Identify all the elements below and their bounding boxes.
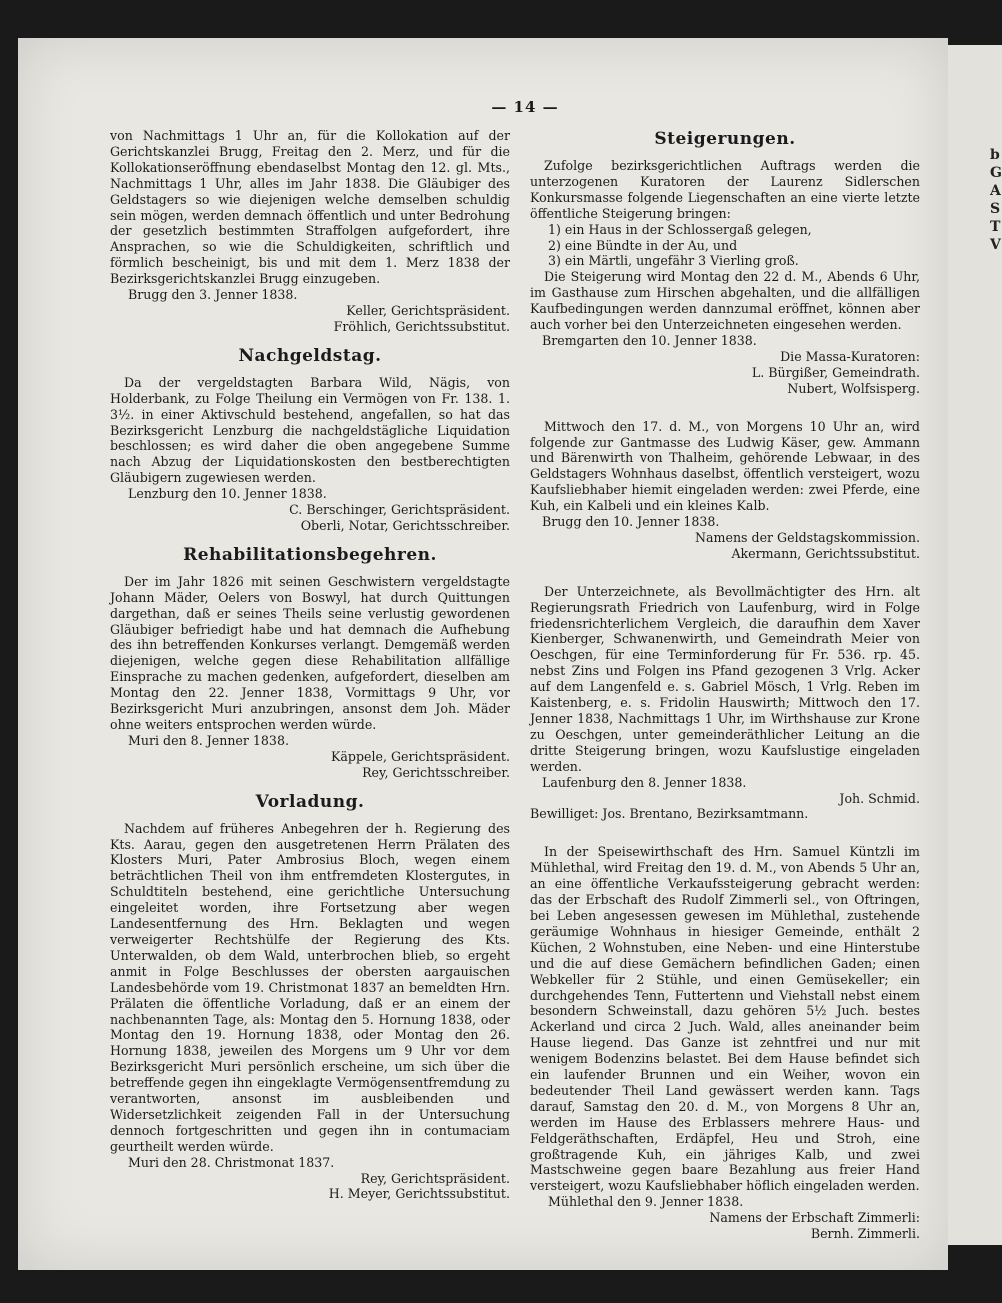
speisewirthschaft-date: Mühlethal den 9. Jenner 1838. — [548, 1194, 744, 1210]
rehabilitation-signature-1: Käppele, Gerichtspräsident. — [331, 748, 510, 764]
speisewirthschaft-signature-1: Namens der Erbschaft Zimmerli: — [709, 1210, 920, 1226]
rehabilitation-heading: Rehabilitationsbegehren. — [183, 544, 437, 565]
bevollmaechtigter-signature: Joh. Schmid. — [839, 790, 920, 806]
adjacent-page-fragment: T — [990, 219, 1001, 235]
kollokation-text: von Nachmittags 1 Uhr an, für die Kollokation auf der Gerichtskanzlei Brugg, Freitag den 2. Merz, und für die Kollokationseröffnung ebendaselbst Montag den 12. gl. Mts., Nachmittags 1 Uhr, alles im Jahr 1838. Die Gläubiger des Geldstagers so wie diejenigen welche demselben schuldig sein mögen, werden demnach öffentlich und unter Bedrohung der gesetzlich bestimmten Straffolgen aufgefordert, ihre Ansprachen, so wie die Schuldigkeiten, schriftlich und förmlich bescheinigt, bis und mit dem 1. Merz 1838 der Bezirksgerichtskanzlei Brugg einzugeben. — [110, 128, 510, 287]
vorladung-signature-2: H. Meyer, Gerichtssubstitut. — [328, 1186, 510, 1202]
vorladung-text: Nachdem auf früheres Anbegehren der h. Regierung des Kts. Aarau, gegen den ausgetretenen Herrn Prälaten des Klosters Muri, Pater Ambrosius Bloch, wegen einem beträchtlichen Theil von ihm entfremdeten Klostergutes, in Schuldtiteln bestehend, eine gerichtliche Untersuchung eingeleitet worden, ihre Fortsetzung aber wegen Landesentfernung des Hrn. Beklagten und wegen verweigerter Rechtshülfe der Regierung des Kts. Unterwalden, ob dem Wald, unterbrochen blieb, so ergeht anmit in Folge Beschlusses der obersten aargauischen Landesbehörde vom 19. Christmonat 1837 an bemeldten Hrn. Prälaten die öffentliche Vorladung, daß er an einem der nachbenannten Tage, als: Montag den 5. Hornung 1838, oder Montag den 19. Hornung 1838, oder Montag den 26. Hornung 1838, jeweilen des Morgens um 9 Uhr vor dem Bezirksgericht Muri persönlich erscheine, um sich über die betreffende gegen ihn eingeklagte Vermögensentfremdung zu verantworten, ansonst im ausbleibenden und Widersetzlichkeit zeigenden Fall in der Untersuchung dennoch fortgeschritten und gegen ihn in contumaciam geurtheilt werden würde. — [110, 820, 510, 1154]
rehabilitation-text: Der im Jahr 1826 mit seinen Geschwistern vergeldstagte Johann Mäder, Oelers von Boswyl, hat durch Quittungen dargethan, daß er seines Theils seine verlustig gewordenen Gläubiger befriedigt habe und hat demnach die Aufhebung des ihn betreffenden Konkurses verlangt. Demgemäß werden diejenigen, welche gegen diese Rehabilitation allfällige Einsprache zu machen gedenken, aufgefordert, dieselben am Montag den 22. Jenner 1838, Vormittags 9 Uhr, vor Bezirksgericht Muri anzubringen, ansonst dem Joh. Mäder ohne weiters entsprochen werden würde. — [110, 573, 510, 732]
adjacent-page-fragment: b — [990, 147, 1000, 163]
speisewirthschaft-signature-2: Bernh. Zimmerli. — [810, 1226, 920, 1242]
left-column — [110, 128, 510, 1202]
gant-signature-2: Akermann, Gerichtssubstitut. — [731, 545, 920, 561]
list-item: 2) eine Bündte in der Au, und — [548, 237, 738, 253]
steigerungen-heading: Steigerungen. — [654, 129, 796, 149]
gant-signature-1: Namens der Geldstagskommission. — [695, 529, 920, 545]
nachgeldstag-date: Lenzburg den 10. Jenner 1838. — [128, 486, 327, 502]
steigerungen-text: Zufolge bezirksgerichtlichen Auftrags werden die unterzogenen Kuratoren der Laurenz Sidlerschen Konkursmasse folgende Liegenschaften an eine vierte letzte öffentliche Steigerung bringen: — [530, 158, 920, 221]
kollokation-signature-2: Fröhlich, Gerichtssubstitut. — [333, 318, 510, 334]
adjacent-page-fragment: S — [990, 201, 1001, 217]
vorladung-signature-1: Rey, Gerichtspräsident. — [360, 1170, 510, 1186]
right-column — [530, 128, 920, 1242]
vorladung-heading: Vorladung. — [255, 791, 365, 812]
steigerungen-list — [530, 222, 920, 270]
bewilliget-line: Bewilliget: Jos. Brentano, Bezirksamtmann. — [530, 806, 809, 822]
adjacent-page-fragment: A — [990, 183, 1001, 199]
steigerungen-signature-1: Die Massa-Kuratoren: — [780, 348, 920, 364]
bevollmaechtigter-text: Der Unterzeichnete, als Bevollmächtigter des Hrn. alt Regierungsrath Friedrich von Laufenburg, wird in Folge friedensrichterlichem Vergleich, die daraufhin dem Xaver Kienberger, Schwanenwirth, und Gemeindrath Meier von Oeschgen, für eine Terminforderung für Fr. 536. rp. 45. nebst Zins und Folgen ins Pfand gezogenen 3 Vrlg. Acker auf dem Langenfeld e. s. Gabriel Mösch, 1 Vrlg. Reben im Kaistenberg, e. s. Fridolin Hauswirth; Mittwoch den 17. Jenner 1838, Nachmittags 1 Uhr, im Wirthshause zur Krone zu Oeschgen, unter gemeinderäthlicher Leitung an die dritte Steigerung bringen, wozu Kaufslustige eingeladen werden. — [530, 583, 920, 774]
rehabilitation-date: Muri den 8. Jenner 1838. — [128, 732, 289, 748]
nachgeldstag-signature-1: C. Berschinger, Gerichtspräsident. — [289, 502, 510, 518]
nachgeldstag-heading: Nachgeldstag. — [238, 345, 382, 366]
kollokation-date: Brugg den 3. Jenner 1838. — [128, 287, 298, 303]
list-item: 3) ein Märtli, ungefähr 3 Vierling groß. — [548, 253, 799, 269]
speisewirthschaft-text: In der Speisewirthschaft des Hrn. Samuel Küntzli im Mühlethal, wird Freitag den 19. d. M., von Abends 5 Uhr an, an eine öffentliche Verkaufssteigerung gebracht werden: das der Erbschaft des Rudolf Zimmerli sel., von Oftringen, bei Leben angesessen gewesen im Mühlethal, zustehende geräumige Wohnhaus in hiesiger Gemeinde, enthält 2 Küchen, 2 Wohnstuben, eine Neben- und eine Hinterstube und die auf diese Gemächern befindlichen Gaden; einen Webkeller für 2 Stühle, und einen Gemüsekeller; ein durchgehendes Tenn, Futtertenn und Viehstall nebst einem besondern Schweinstall, dazu gehören 5½ Juch. bestes Ackerland und circa 2 Juch. Wald, alles aneinander beim Hause liegend. Das Ganze ist zehntfrei und nur mit wenigem Bodenzins belastet. Bei dem Hause befindet sich ein laufender Brunnen und ein Weiher, wovon ein bedeutender Theil Land gewässert werden kann. Tags darauf, Samstag den 20. d. M., von Morgens 8 Uhr an, werden im Hause des Erblassers mehrere Haus- und Feldgeräthschaften, Erdäpfel, Heu und Stroh, eine großtragende Kuh, ein jähriges Kalb, und zwei Mastschweine gegen baare Bezahlung aus freier Hand versteigert, wozu Kaufsliebhaber höflich eingeladen werden. — [530, 844, 920, 1194]
gant-date: Brugg den 10. Jenner 1838. — [542, 514, 720, 530]
list-item: 1) ein Haus in der Schlossergaß gelegen, — [548, 221, 812, 237]
gant-text: Mittwoch den 17. d. M., von Morgens 10 Uhr an, wird folgende zur Gantmasse des Ludwig Käser, gew. Ammann und Bärenwirth von Thalheim, gehörende Lebwaar, in des Geldstagers Wohnhaus daselbst, öffentlich versteigert, wozu Kaufsliebhaber hiemit eingeladen werden: zwei Pferde, eine Kuh, ein Kalbeli und ein kleines Kalb. — [530, 418, 920, 514]
steigerungen-text-2: Die Steigerung wird Montag den 22 d. M., Abends 6 Uhr, im Gasthause zum Hirschen abgehalten, und die allfälligen Kaufbedingungen werden dannzumal eröffnet, können aber auch vorher bei den Unterzeichneten eingesehen werden. — [530, 269, 920, 333]
steigerungen-signature-2: L. Bürgißer, Gemeindrath. — [751, 364, 920, 380]
nachgeldstag-signature-2: Oberli, Notar, Gerichtsschreiber. — [300, 517, 510, 533]
page-number: — 14 — — [491, 98, 559, 116]
rehabilitation-signature-2: Rey, Gerichtsschreiber. — [362, 764, 510, 780]
steigerungen-date: Bremgarten den 10. Jenner 1838. — [542, 332, 757, 348]
adjacent-page-edge — [940, 45, 1002, 1245]
adjacent-page-fragment: V — [990, 237, 1001, 253]
steigerungen-signature-3: Nubert, Wolfsisperg. — [787, 380, 920, 396]
bevollmaechtigter-date: Laufenburg den 8. Jenner 1838. — [542, 774, 747, 790]
adjacent-page-fragment: G — [990, 165, 1002, 181]
vorladung-date: Muri den 28. Christmonat 1837. — [128, 1154, 335, 1170]
kollokation-signature-1: Keller, Gerichtspräsident. — [346, 302, 510, 318]
nachgeldstag-text: Da der vergeldstagten Barbara Wild, Nägis, von Holderbank, zu Folge Theilung ein Vermögen von Fr. 138. 1. 3½. in einer Aktivschuld bestehend, angefallen, so hat das Bezirksgericht Lenzburg die nachgeldstägliche Liquidation beschlossen; es wird daher die oben angegebene Summe nach Abzug der Liquidationskosten den bestberechtigten Gläubigern zugewiesen werden. — [110, 374, 510, 486]
